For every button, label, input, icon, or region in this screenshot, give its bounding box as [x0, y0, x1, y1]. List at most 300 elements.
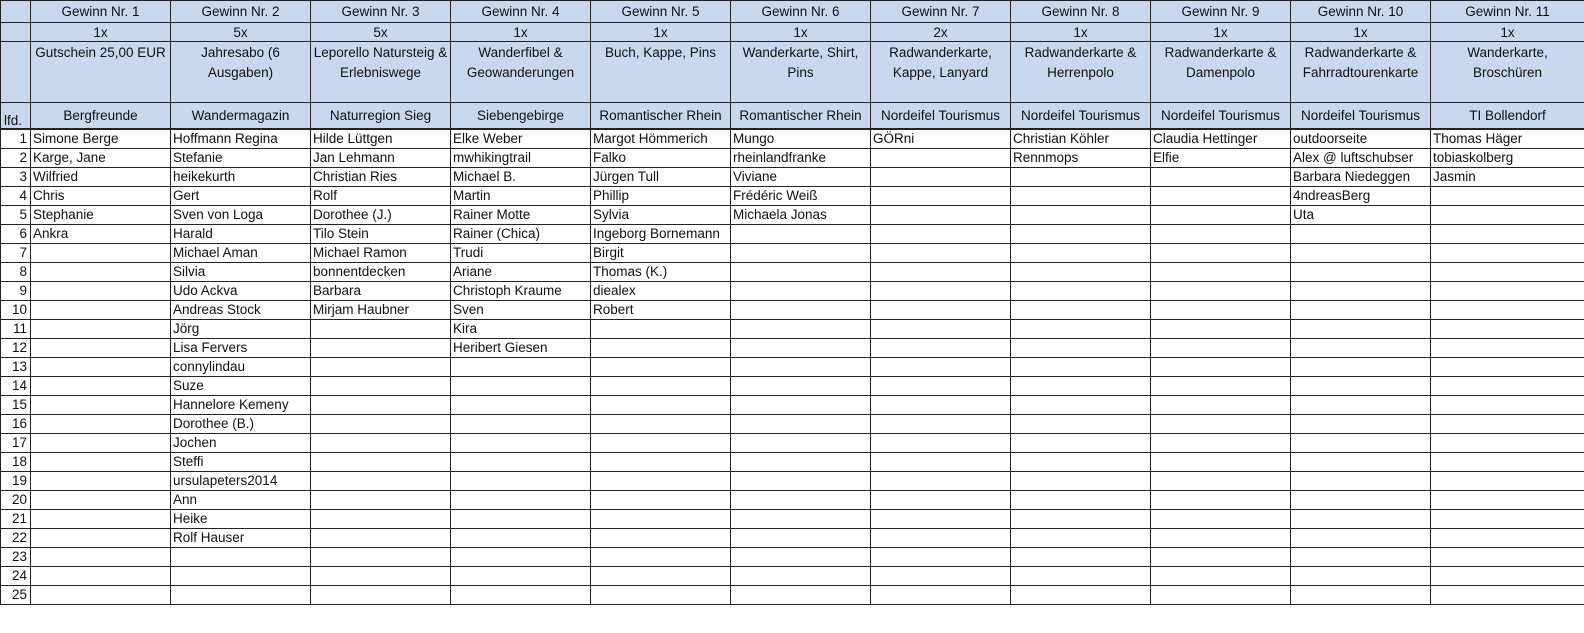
winner-cell[interactable]: [1151, 187, 1291, 206]
winner-cell[interactable]: [731, 415, 871, 434]
winner-cell[interactable]: Udo Ackva: [171, 282, 311, 301]
winner-cell[interactable]: [451, 453, 591, 472]
row-number-cell[interactable]: 16: [1, 415, 31, 434]
winner-cell[interactable]: [451, 415, 591, 434]
winner-cell[interactable]: Hannelore Kemeny: [171, 396, 311, 415]
winner-cell[interactable]: tobiaskolberg: [1431, 149, 1584, 168]
winner-cell[interactable]: Rolf Hauser: [171, 529, 311, 548]
winner-cell[interactable]: Margot Hömmerich: [591, 129, 731, 149]
winner-cell[interactable]: [31, 320, 171, 339]
winner-cell[interactable]: heikekurth: [171, 168, 311, 187]
row-number-cell[interactable]: 24: [1, 567, 31, 586]
row-number-cell[interactable]: 13: [1, 358, 31, 377]
winner-cell[interactable]: [1431, 320, 1584, 339]
winner-cell[interactable]: bonnentdecken: [311, 263, 451, 282]
winner-cell[interactable]: [1291, 415, 1431, 434]
winner-cell[interactable]: Wilfried: [31, 168, 171, 187]
winner-cell[interactable]: [1291, 586, 1431, 605]
winner-cell[interactable]: [731, 358, 871, 377]
winner-cell[interactable]: [1011, 187, 1151, 206]
winner-cell[interactable]: [311, 567, 451, 586]
winner-cell[interactable]: Rolf: [311, 187, 451, 206]
winner-cell[interactable]: [451, 491, 591, 510]
winner-cell[interactable]: [1151, 244, 1291, 263]
winner-cell[interactable]: [31, 548, 171, 567]
winner-cell[interactable]: [731, 529, 871, 548]
winner-cell[interactable]: [731, 244, 871, 263]
winner-cell[interactable]: [591, 472, 731, 491]
winner-cell[interactable]: [31, 586, 171, 605]
winner-cell[interactable]: Uta: [1291, 206, 1431, 225]
winner-cell[interactable]: [591, 396, 731, 415]
winner-cell[interactable]: [1151, 415, 1291, 434]
winner-cell[interactable]: rheinlandfranke: [731, 149, 871, 168]
winner-cell[interactable]: [1431, 206, 1584, 225]
row-number-cell[interactable]: 7: [1, 244, 31, 263]
winner-cell[interactable]: [451, 548, 591, 567]
prize-description-cell[interactable]: Radwanderkarte & Damenpolo: [1151, 42, 1291, 103]
winner-cell[interactable]: diealex: [591, 282, 731, 301]
winner-cell[interactable]: Christian Köhler: [1011, 129, 1151, 149]
winner-cell[interactable]: [871, 377, 1011, 396]
prize-title-cell[interactable]: Gewinn Nr. 7: [871, 1, 1011, 23]
winner-cell[interactable]: [451, 529, 591, 548]
row-number-cell[interactable]: 2: [1, 149, 31, 168]
winner-cell[interactable]: [311, 320, 451, 339]
winner-cell[interactable]: [731, 472, 871, 491]
winner-cell[interactable]: [731, 225, 871, 244]
row-number-cell[interactable]: 18: [1, 453, 31, 472]
prize-sponsor-cell[interactable]: Siebengebirge: [451, 103, 591, 130]
winner-cell[interactable]: [871, 434, 1011, 453]
winner-cell[interactable]: [871, 263, 1011, 282]
prize-title-cell[interactable]: Gewinn Nr. 4: [451, 1, 591, 23]
winner-cell[interactable]: [1151, 472, 1291, 491]
winner-cell[interactable]: [1011, 510, 1151, 529]
winner-cell[interactable]: [1291, 453, 1431, 472]
winner-cell[interactable]: [311, 396, 451, 415]
prize-quantity-cell[interactable]: 5x: [311, 23, 451, 42]
winner-cell[interactable]: [731, 263, 871, 282]
row-number-cell[interactable]: 6: [1, 225, 31, 244]
winner-cell[interactable]: [451, 358, 591, 377]
winner-cell[interactable]: [451, 567, 591, 586]
winner-cell[interactable]: [1151, 206, 1291, 225]
winner-cell[interactable]: [871, 225, 1011, 244]
winner-cell[interactable]: Karge, Jane: [31, 149, 171, 168]
row-number-cell[interactable]: 1: [1, 129, 31, 149]
winner-cell[interactable]: Heike: [171, 510, 311, 529]
winner-cell[interactable]: Kira: [451, 320, 591, 339]
winner-cell[interactable]: [1151, 320, 1291, 339]
winner-cell[interactable]: [1151, 548, 1291, 567]
winner-cell[interactable]: [31, 358, 171, 377]
winner-cell[interactable]: Sven von Loga: [171, 206, 311, 225]
winner-cell[interactable]: [591, 434, 731, 453]
row-number-cell[interactable]: 12: [1, 339, 31, 358]
winner-cell[interactable]: [1431, 282, 1584, 301]
winner-cell[interactable]: Rainer (Chica): [451, 225, 591, 244]
winner-cell[interactable]: [451, 377, 591, 396]
winner-cell[interactable]: [31, 529, 171, 548]
winner-cell[interactable]: Phillip: [591, 187, 731, 206]
prize-sponsor-cell[interactable]: Romantischer Rhein: [591, 103, 731, 130]
winner-cell[interactable]: [31, 244, 171, 263]
winner-cell[interactable]: Jan Lehmann: [311, 149, 451, 168]
row-number-cell[interactable]: 20: [1, 491, 31, 510]
winner-cell[interactable]: Frédéric Weiß: [731, 187, 871, 206]
winner-cell[interactable]: GÖRni: [871, 129, 1011, 149]
winner-cell[interactable]: [31, 377, 171, 396]
winner-cell[interactable]: [1011, 339, 1151, 358]
prize-title-cell[interactable]: Gewinn Nr. 8: [1011, 1, 1151, 23]
row-number-cell[interactable]: 21: [1, 510, 31, 529]
prize-quantity-cell[interactable]: 1x: [31, 23, 171, 42]
winner-cell[interactable]: [591, 491, 731, 510]
winner-cell[interactable]: [591, 377, 731, 396]
winner-cell[interactable]: [1011, 320, 1151, 339]
winner-cell[interactable]: Chris: [31, 187, 171, 206]
winner-cell[interactable]: [731, 453, 871, 472]
winner-cell[interactable]: [871, 529, 1011, 548]
prize-sponsor-cell[interactable]: Nordeifel Tourismus: [1011, 103, 1151, 130]
winner-cell[interactable]: [1151, 282, 1291, 301]
winner-cell[interactable]: Jürgen Tull: [591, 168, 731, 187]
winner-cell[interactable]: [731, 282, 871, 301]
row-number-cell[interactable]: 25: [1, 586, 31, 605]
winner-cell[interactable]: [871, 491, 1011, 510]
winner-cell[interactable]: Sylvia: [591, 206, 731, 225]
winner-cell[interactable]: [871, 396, 1011, 415]
prize-description-cell[interactable]: Buch, Kappe, Pins: [591, 42, 731, 103]
winner-cell[interactable]: [591, 339, 731, 358]
prize-quantity-cell[interactable]: 1x: [591, 23, 731, 42]
winner-cell[interactable]: [31, 339, 171, 358]
winner-cell[interactable]: Christoph Kraume: [451, 282, 591, 301]
winner-cell[interactable]: [731, 491, 871, 510]
winner-cell[interactable]: [731, 434, 871, 453]
prize-sponsor-cell[interactable]: Nordeifel Tourismus: [1291, 103, 1431, 130]
winner-cell[interactable]: [1291, 396, 1431, 415]
prize-title-cell[interactable]: Gewinn Nr. 1: [31, 1, 171, 23]
winner-cell[interactable]: [591, 453, 731, 472]
winner-cell[interactable]: [1431, 244, 1584, 263]
row-number-cell[interactable]: 4: [1, 187, 31, 206]
winner-cell[interactable]: [871, 244, 1011, 263]
winner-cell[interactable]: [1011, 168, 1151, 187]
winner-cell[interactable]: [731, 548, 871, 567]
winner-cell[interactable]: Martin: [451, 187, 591, 206]
prize-title-cell[interactable]: Gewinn Nr. 9: [1151, 1, 1291, 23]
winner-cell[interactable]: [1291, 548, 1431, 567]
winner-cell[interactable]: [1151, 396, 1291, 415]
winner-cell[interactable]: Jasmin: [1431, 168, 1584, 187]
winner-cell[interactable]: [311, 453, 451, 472]
winner-cell[interactable]: [1011, 472, 1151, 491]
winner-cell[interactable]: Mirjam Haubner: [311, 301, 451, 320]
winner-cell[interactable]: Mungo: [731, 129, 871, 149]
row-number-cell[interactable]: 17: [1, 434, 31, 453]
winner-cell[interactable]: [1431, 586, 1584, 605]
winner-cell[interactable]: [1151, 358, 1291, 377]
winner-cell[interactable]: [1151, 510, 1291, 529]
winner-cell[interactable]: Michael Aman: [171, 244, 311, 263]
winner-cell[interactable]: [871, 206, 1011, 225]
winner-cell[interactable]: Stefanie: [171, 149, 311, 168]
winner-cell[interactable]: [871, 339, 1011, 358]
winner-cell[interactable]: Michaela Jonas: [731, 206, 871, 225]
winner-cell[interactable]: Elke Weber: [451, 129, 591, 149]
winner-cell[interactable]: Harald: [171, 225, 311, 244]
winner-cell[interactable]: [1431, 263, 1584, 282]
winner-cell[interactable]: [31, 491, 171, 510]
winner-cell[interactable]: Alex @ luftschubser: [1291, 149, 1431, 168]
prize-sponsor-cell[interactable]: Wandermagazin: [171, 103, 311, 130]
row-number-cell[interactable]: 22: [1, 529, 31, 548]
winner-cell[interactable]: [591, 415, 731, 434]
winner-cell[interactable]: [311, 510, 451, 529]
winner-cell[interactable]: [591, 567, 731, 586]
winner-cell[interactable]: Claudia Hettinger: [1151, 129, 1291, 149]
prize-quantity-cell[interactable]: 1x: [1151, 23, 1291, 42]
prize-quantity-cell[interactable]: 2x: [871, 23, 1011, 42]
winner-cell[interactable]: [1431, 472, 1584, 491]
winner-cell[interactable]: [731, 320, 871, 339]
winner-cell[interactable]: [591, 358, 731, 377]
prize-quantity-cell[interactable]: 1x: [1431, 23, 1584, 42]
winner-cell[interactable]: [731, 377, 871, 396]
winner-cell[interactable]: [1431, 339, 1584, 358]
winner-cell[interactable]: Thomas Häger: [1431, 129, 1584, 149]
winner-cell[interactable]: Barbara Niedeggen: [1291, 168, 1431, 187]
winner-cell[interactable]: [871, 472, 1011, 491]
winner-cell[interactable]: [731, 339, 871, 358]
winner-cell[interactable]: [1011, 225, 1151, 244]
winner-cell[interactable]: [1431, 453, 1584, 472]
winner-cell[interactable]: [311, 415, 451, 434]
winner-cell[interactable]: Rainer Motte: [451, 206, 591, 225]
winner-cell[interactable]: [31, 434, 171, 453]
winner-cell[interactable]: [1431, 377, 1584, 396]
winner-cell[interactable]: mwhikingtrail: [451, 149, 591, 168]
winner-cell[interactable]: connylindau: [171, 358, 311, 377]
winner-cell[interactable]: [1291, 529, 1431, 548]
winner-cell[interactable]: [31, 301, 171, 320]
winner-cell[interactable]: [1291, 510, 1431, 529]
prize-description-cell[interactable]: Jahresabo (6 Ausgaben): [171, 42, 311, 103]
winner-cell[interactable]: [1291, 282, 1431, 301]
winner-cell[interactable]: Hilde Lüttgen: [311, 129, 451, 149]
winner-cell[interactable]: Ingeborg Bornemann: [591, 225, 731, 244]
winner-cell[interactable]: [31, 415, 171, 434]
winner-cell[interactable]: [871, 149, 1011, 168]
winner-cell[interactable]: [1431, 491, 1584, 510]
winner-cell[interactable]: [1291, 567, 1431, 586]
winner-cell[interactable]: [871, 168, 1011, 187]
winner-cell[interactable]: [171, 586, 311, 605]
winner-cell[interactable]: [1011, 396, 1151, 415]
winner-cell[interactable]: [311, 491, 451, 510]
winner-cell[interactable]: [311, 586, 451, 605]
winner-cell[interactable]: [1291, 491, 1431, 510]
winner-cell[interactable]: [1151, 377, 1291, 396]
row-number-cell[interactable]: 8: [1, 263, 31, 282]
winner-cell[interactable]: [871, 415, 1011, 434]
winner-cell[interactable]: Falko: [591, 149, 731, 168]
row-number-cell[interactable]: 19: [1, 472, 31, 491]
winner-cell[interactable]: [1291, 301, 1431, 320]
winner-cell[interactable]: [871, 548, 1011, 567]
winner-cell[interactable]: Lisa Fervers: [171, 339, 311, 358]
winner-cell[interactable]: [1431, 396, 1584, 415]
winner-cell[interactable]: [1151, 225, 1291, 244]
winner-cell[interactable]: [1151, 339, 1291, 358]
winner-cell[interactable]: [871, 453, 1011, 472]
winner-cell[interactable]: [731, 586, 871, 605]
prize-sponsor-cell[interactable]: Romantischer Rhein: [731, 103, 871, 130]
winner-cell[interactable]: Robert: [591, 301, 731, 320]
winner-cell[interactable]: [591, 510, 731, 529]
winner-cell[interactable]: [1151, 168, 1291, 187]
winner-cell[interactable]: [31, 453, 171, 472]
prize-quantity-cell[interactable]: 1x: [451, 23, 591, 42]
winner-cell[interactable]: Jörg: [171, 320, 311, 339]
winner-cell[interactable]: [1431, 510, 1584, 529]
winner-cell[interactable]: Ankra: [31, 225, 171, 244]
winner-cell[interactable]: Tilo Stein: [311, 225, 451, 244]
row-number-cell[interactable]: 9: [1, 282, 31, 301]
winner-cell[interactable]: [1011, 434, 1151, 453]
winner-cell[interactable]: Andreas Stock: [171, 301, 311, 320]
winner-cell[interactable]: [1151, 453, 1291, 472]
row-number-cell[interactable]: 3: [1, 168, 31, 187]
winner-cell[interactable]: [1011, 586, 1151, 605]
winner-cell[interactable]: Simone Berge: [31, 129, 171, 149]
winner-cell[interactable]: [731, 396, 871, 415]
prize-description-cell[interactable]: Leporello Natursteig & Erlebniswege: [311, 42, 451, 103]
winner-cell[interactable]: [1431, 301, 1584, 320]
winner-cell[interactable]: Silvia: [171, 263, 311, 282]
winner-cell[interactable]: [311, 548, 451, 567]
winner-cell[interactable]: [1291, 377, 1431, 396]
winner-cell[interactable]: outdoorseite: [1291, 129, 1431, 149]
winner-cell[interactable]: Dorothee (B.): [171, 415, 311, 434]
winner-cell[interactable]: Elfie: [1151, 149, 1291, 168]
winner-cell[interactable]: [451, 472, 591, 491]
prize-description-cell[interactable]: Gutschein 25,00 EUR: [31, 42, 171, 103]
winner-cell[interactable]: Stephanie: [31, 206, 171, 225]
winner-cell[interactable]: [1151, 491, 1291, 510]
winner-cell[interactable]: [1011, 244, 1151, 263]
winner-cell[interactable]: [311, 358, 451, 377]
winner-cell[interactable]: [1011, 358, 1151, 377]
winner-cell[interactable]: [1431, 548, 1584, 567]
prize-title-cell[interactable]: Gewinn Nr. 2: [171, 1, 311, 23]
winner-cell[interactable]: [451, 434, 591, 453]
winner-cell[interactable]: [1291, 244, 1431, 263]
winner-cell[interactable]: [1011, 567, 1151, 586]
winner-cell[interactable]: [1011, 301, 1151, 320]
prize-description-cell[interactable]: Radwanderkarte & Fahrradtourenkarte: [1291, 42, 1431, 103]
winner-cell[interactable]: ursulapeters2014: [171, 472, 311, 491]
winner-cell[interactable]: [1011, 529, 1151, 548]
winner-cell[interactable]: Dorothee (J.): [311, 206, 451, 225]
winner-cell[interactable]: Michael B.: [451, 168, 591, 187]
winner-cell[interactable]: [1011, 206, 1151, 225]
winner-cell[interactable]: [451, 586, 591, 605]
prize-description-cell[interactable]: Wanderkarte, Shirt, Pins: [731, 42, 871, 103]
winner-cell[interactable]: [1011, 491, 1151, 510]
prize-title-cell[interactable]: Gewinn Nr. 6: [731, 1, 871, 23]
prize-description-cell[interactable]: Radwanderkarte, Kappe, Lanyard: [871, 42, 1011, 103]
winner-cell[interactable]: Ariane: [451, 263, 591, 282]
winner-cell[interactable]: Suze: [171, 377, 311, 396]
winner-cell[interactable]: [1151, 586, 1291, 605]
winner-cell[interactable]: [731, 301, 871, 320]
prize-sponsor-cell[interactable]: Naturregion Sieg: [311, 103, 451, 130]
winner-cell[interactable]: Gert: [171, 187, 311, 206]
winner-cell[interactable]: [1151, 263, 1291, 282]
winner-cell[interactable]: [871, 320, 1011, 339]
winner-cell[interactable]: [31, 263, 171, 282]
winner-cell[interactable]: [731, 510, 871, 529]
winner-cell[interactable]: [311, 377, 451, 396]
winner-cell[interactable]: [1291, 472, 1431, 491]
prize-quantity-cell[interactable]: 1x: [1011, 23, 1151, 42]
winner-cell[interactable]: [1291, 320, 1431, 339]
winner-cell[interactable]: Barbara: [311, 282, 451, 301]
prize-description-cell[interactable]: Wanderfibel & Geowanderungen: [451, 42, 591, 103]
winner-cell[interactable]: [871, 358, 1011, 377]
row-number-cell[interactable]: 5: [1, 206, 31, 225]
winner-cell[interactable]: [1431, 529, 1584, 548]
winner-cell[interactable]: Rennmops: [1011, 149, 1151, 168]
winner-cell[interactable]: Jochen: [171, 434, 311, 453]
winner-cell[interactable]: [871, 567, 1011, 586]
winner-cell[interactable]: [591, 320, 731, 339]
winner-cell[interactable]: [1291, 358, 1431, 377]
winner-cell[interactable]: [731, 567, 871, 586]
winner-cell[interactable]: [591, 548, 731, 567]
winner-cell[interactable]: [1291, 263, 1431, 282]
winner-cell[interactable]: [451, 510, 591, 529]
winner-cell[interactable]: [1011, 453, 1151, 472]
winner-cell[interactable]: [1011, 415, 1151, 434]
prize-description-cell[interactable]: Radwanderkarte & Herrenpolo: [1011, 42, 1151, 103]
winner-cell[interactable]: Viviane: [731, 168, 871, 187]
winner-cell[interactable]: [1011, 263, 1151, 282]
winner-cell[interactable]: [871, 586, 1011, 605]
winner-cell[interactable]: Birgit: [591, 244, 731, 263]
winner-cell[interactable]: [1431, 225, 1584, 244]
winner-cell[interactable]: [591, 586, 731, 605]
winner-cell[interactable]: [31, 396, 171, 415]
winner-cell[interactable]: [311, 472, 451, 491]
winner-cell[interactable]: [311, 339, 451, 358]
winner-cell[interactable]: [1151, 434, 1291, 453]
winner-cell[interactable]: [311, 529, 451, 548]
winner-cell[interactable]: Christian Ries: [311, 168, 451, 187]
prize-title-cell[interactable]: Gewinn Nr. 3: [311, 1, 451, 23]
winner-cell[interactable]: [871, 282, 1011, 301]
prize-title-cell[interactable]: Gewinn Nr. 10: [1291, 1, 1431, 23]
winner-cell[interactable]: Ann: [171, 491, 311, 510]
winner-cell[interactable]: [31, 567, 171, 586]
winner-cell[interactable]: Michael Ramon: [311, 244, 451, 263]
winner-cell[interactable]: [171, 548, 311, 567]
prize-sponsor-cell[interactable]: Nordeifel Tourismus: [1151, 103, 1291, 130]
row-number-cell[interactable]: 15: [1, 396, 31, 415]
